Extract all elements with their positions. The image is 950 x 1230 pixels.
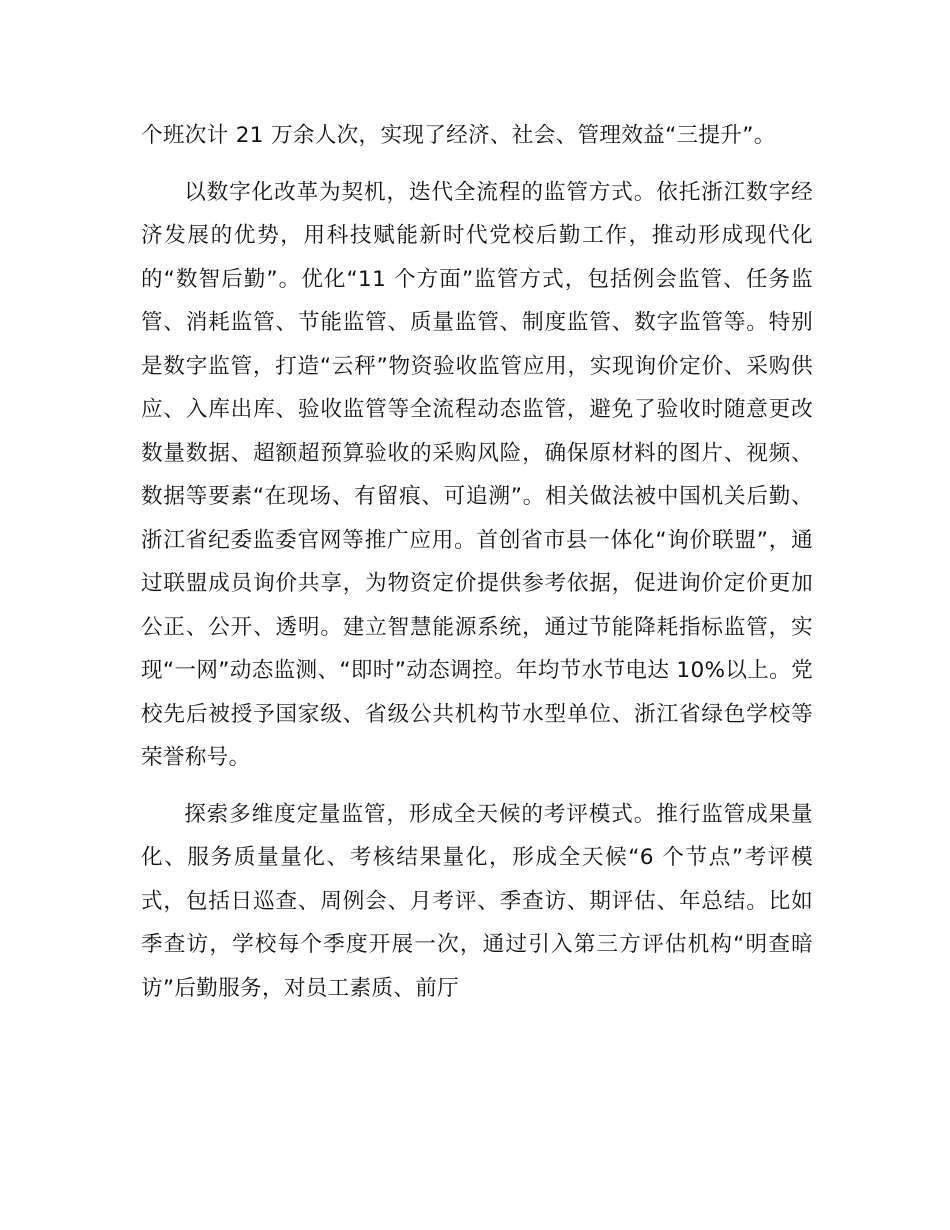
document-body [141, 114, 813, 1010]
paragraph-quantitative-evaluation: 探索多维度定量监管，形成全天候的考评模式。推行监管成果量化、服务质量量化、考核结果量化，形成全天候“6 个节点”考评模式，包括日巡查、周例会、月考评、季查访、期评估、年总结。比如季查访，学校每个季度开展一次，通过引入第三方评估机构“明查暗访”后勤服务，对员工素质、前厅 [141, 801, 813, 1001]
paragraph-digital-supervision: 以数字化改革为契机，迭代全流程的监管方式。依托浙江数字经济发展的优势，用科技赋能新时代党校后勤工作，推动形成现代化的“数智后勤”。优化“11 个方面”监管方式，包括例会监管、任务监管、消耗监管、节能监管、质量监管、制度监管、数字监管等。特别是数字监管，打造“云秤”物资验收监管应用，实现询价定价、采购供应、入库出库、验收监管等全流程动态监管，避免了验收时随意更改数量数据、超额超预算验收的采购风险，确保原材料的图片、视频、数据等要素“在现场、有留痕、可追溯”。相关做法被中国机关后勤、浙江省纪委监委官网等推广应用。首创省市县一体化“询价联盟”，通过联盟成员询价共享，为物资定价提供参考依据，促进询价定价更加公正、公开、透明。建立智慧能源系统，通过节能降耗指标监管，实现“一网”动态监测、“即时”动态调控。年均节水节电达 10%以上。党校先后被授予国家级、省级公共机构节水型单位、浙江省绿色学校等荣誉称号。 [141, 179, 813, 770]
paragraph-continuation: 个班次计 21 万余人次，实现了经济、社会、管理效益“三提升”。 [141, 123, 776, 148]
